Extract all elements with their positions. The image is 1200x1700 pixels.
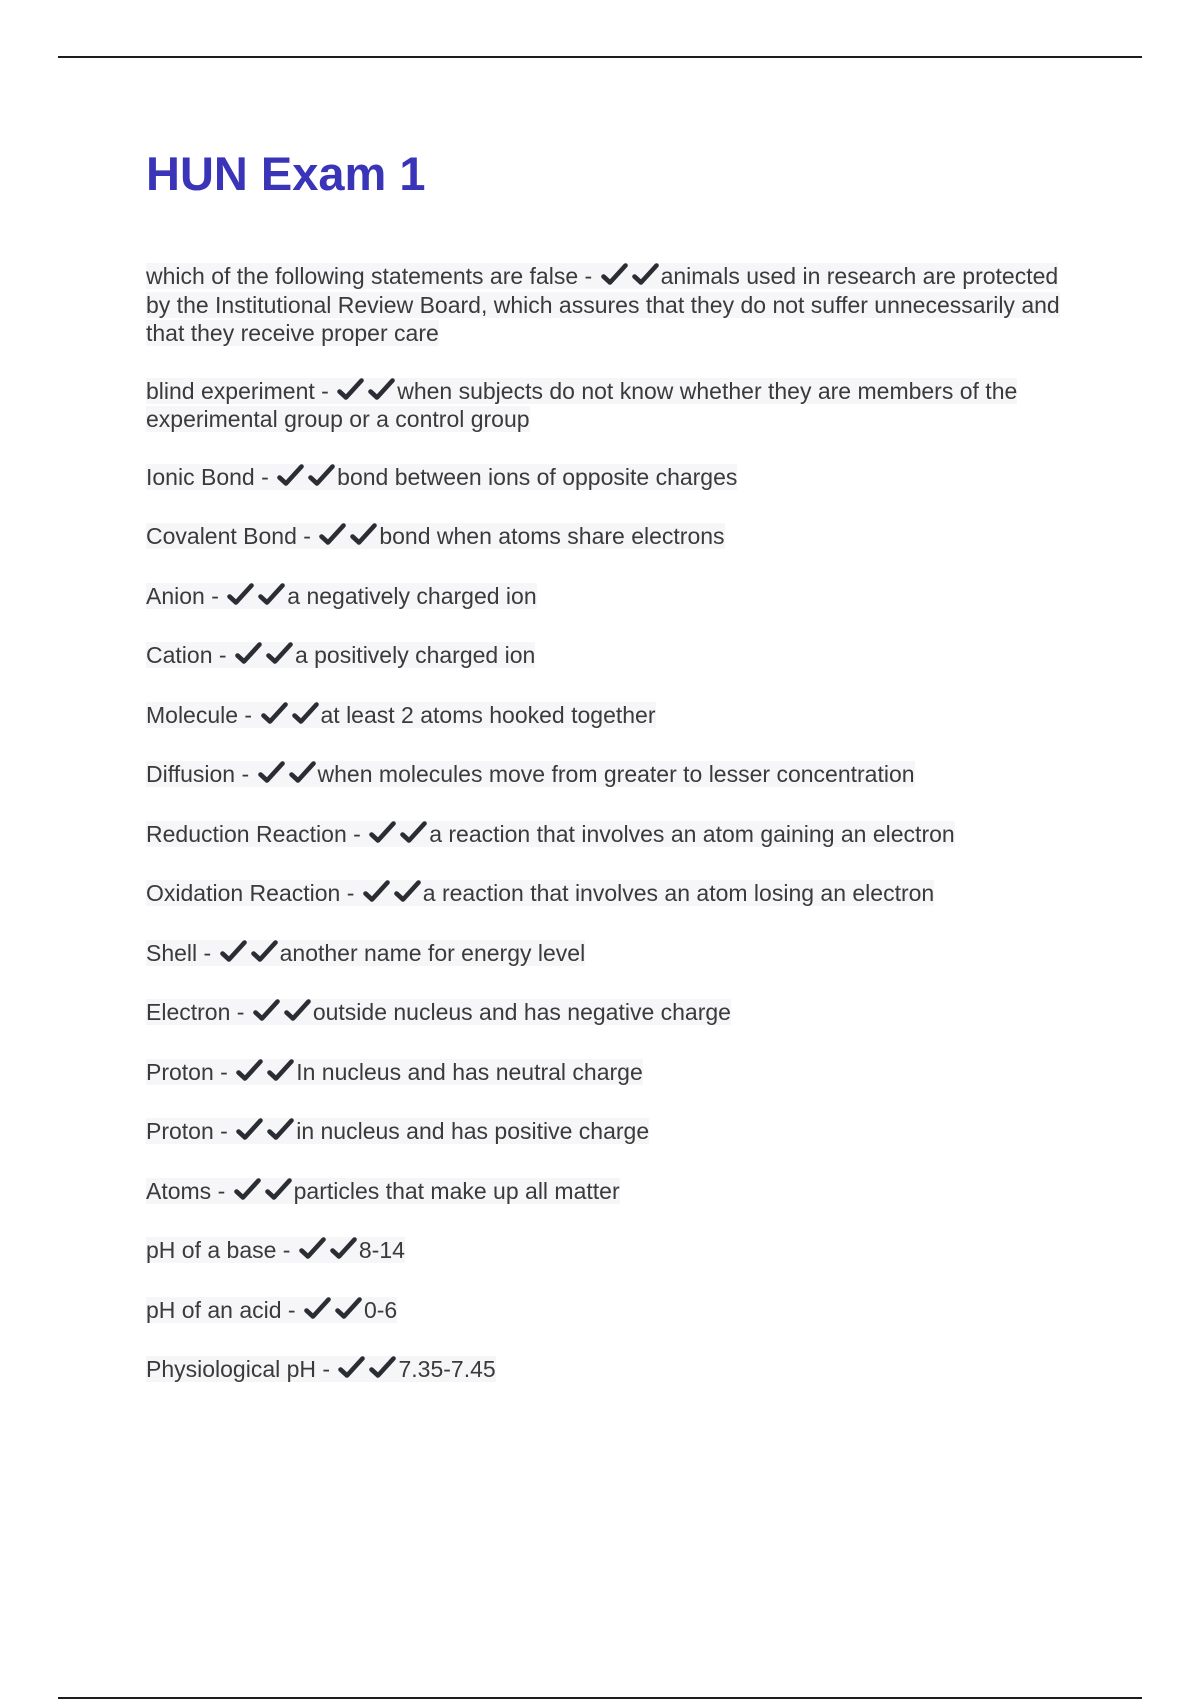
- qa-line: [146, 378, 1017, 433]
- qa-separator: -: [197, 939, 218, 966]
- qa-term: pH of an acid: [146, 1296, 282, 1323]
- qa-item: [146, 1296, 1086, 1325]
- checkmark-icon: [258, 761, 285, 785]
- checkmark-icon: [267, 1059, 294, 1083]
- qa-definition: animals used in research are protected by the Institutional Review Board, which assures that they do not suffer unnecessarily and that they receive proper care: [146, 263, 1060, 346]
- qa-item: [146, 1236, 1086, 1265]
- bottom-rule: [58, 1697, 1142, 1699]
- checkmark-icon: [304, 1297, 331, 1321]
- checkmark-icon: [394, 880, 421, 904]
- checkmark-icon: [236, 1059, 263, 1083]
- qa-item: [146, 820, 1086, 849]
- qa-item: [146, 1117, 1086, 1146]
- qa-separator: -: [213, 1118, 235, 1144]
- qa-item: [146, 641, 1086, 670]
- qa-line: [146, 1118, 649, 1144]
- qa-separator: -: [230, 999, 251, 1025]
- qa-separator: -: [578, 263, 599, 289]
- qa-line: [146, 1237, 405, 1263]
- checkmark-icon: [319, 523, 346, 547]
- checkmark-icon: [338, 1356, 365, 1380]
- checkmark-icon: [235, 642, 262, 666]
- qa-definition: 7.35-7.45: [398, 1356, 496, 1382]
- checkmark-icon: [258, 583, 285, 607]
- qa-term: Molecule: [146, 701, 239, 728]
- qa-term: Anion: [146, 582, 205, 609]
- qa-separator: -: [346, 820, 368, 847]
- qa-separator: -: [213, 1058, 235, 1085]
- checkmark-icon: [368, 378, 395, 402]
- qa-definition: particles that make up all matter: [293, 1177, 620, 1204]
- top-rule: [58, 56, 1142, 58]
- page-title: HUN Exam 1: [146, 147, 426, 200]
- checkmark-icon: [350, 523, 377, 547]
- checkmark-icon: [292, 702, 319, 726]
- qa-list: [146, 262, 1086, 1384]
- qa-line: [146, 1297, 397, 1323]
- qa-item: [146, 939, 1086, 968]
- checkmark-icon: [632, 263, 659, 287]
- qa-definition: in nucleus and has positive charge: [296, 1118, 650, 1144]
- qa-term: which of the following statements are false: [146, 263, 579, 289]
- qa-line: [146, 464, 737, 490]
- qa-definition: when subjects do not know whether they are members of the experimental group or a control group: [146, 377, 1018, 432]
- qa-separator: -: [281, 1296, 302, 1323]
- qa-term: Atoms: [146, 1177, 212, 1204]
- qa-line: [146, 642, 535, 668]
- checkmark-icon: [251, 940, 278, 964]
- qa-definition: when molecules move from greater to lesser concentration: [317, 761, 915, 787]
- checkmark-icon: [299, 1237, 326, 1261]
- qa-separator: -: [211, 1177, 232, 1204]
- qa-term: Ionic Bond: [146, 463, 255, 490]
- checkmark-icon: [369, 821, 396, 845]
- qa-line: [146, 761, 915, 787]
- checkmark-icon: [289, 761, 316, 785]
- checkmark-icon: [236, 1118, 263, 1142]
- qa-definition: 0-6: [363, 1296, 398, 1323]
- qa-term: Proton: [146, 1058, 214, 1085]
- qa-separator: -: [212, 642, 233, 668]
- qa-line: [146, 263, 1060, 346]
- qa-separator: -: [296, 523, 318, 549]
- checkmark-icon: [267, 1118, 294, 1142]
- checkmark-icon: [227, 583, 254, 607]
- qa-item: [146, 701, 1086, 730]
- qa-item: [146, 262, 1086, 348]
- checkmark-icon: [277, 464, 304, 488]
- qa-line: [146, 523, 725, 549]
- checkmark-icon: [400, 821, 427, 845]
- qa-separator: -: [314, 377, 336, 404]
- qa-line: [146, 1356, 496, 1382]
- qa-definition: a reaction that involves an atom losing an electron: [422, 880, 935, 906]
- checkmark-icon: [253, 999, 280, 1023]
- checkmark-icon: [330, 1237, 357, 1261]
- qa-separator: -: [340, 880, 361, 906]
- qa-term: pH of a base: [146, 1237, 277, 1263]
- qa-definition: at least 2 atoms hooked together: [320, 701, 656, 728]
- checkmark-icon: [369, 1356, 396, 1380]
- document-body: [146, 140, 1086, 1415]
- qa-definition: outside nucleus and has negative charge: [312, 999, 731, 1025]
- qa-separator: -: [204, 582, 226, 609]
- qa-term: blind experiment: [146, 377, 315, 404]
- qa-definition: a negatively charged ion: [287, 582, 537, 609]
- checkmark-icon: [337, 378, 364, 402]
- qa-line: [146, 1059, 643, 1085]
- qa-line: [146, 999, 731, 1025]
- qa-term: Oxidation Reaction: [146, 880, 341, 906]
- qa-item: [146, 879, 1086, 908]
- checkmark-icon: [220, 940, 247, 964]
- checkmark-icon: [363, 880, 390, 904]
- qa-item: [146, 760, 1086, 789]
- qa-item: [146, 377, 1086, 434]
- qa-definition: In nucleus and has neutral charge: [296, 1058, 643, 1085]
- qa-separator: -: [235, 761, 256, 787]
- checkmark-icon: [335, 1297, 362, 1321]
- qa-separator: -: [316, 1356, 337, 1382]
- qa-definition: bond when atoms share electrons: [379, 523, 725, 549]
- qa-separator: -: [276, 1237, 297, 1263]
- qa-term: Covalent Bond: [146, 523, 297, 549]
- qa-item: [146, 582, 1086, 611]
- checkmark-icon: [601, 263, 628, 287]
- qa-term: Electron: [146, 999, 231, 1025]
- checkmark-icon: [261, 702, 288, 726]
- qa-line: [146, 821, 955, 847]
- checkmark-icon: [265, 1178, 292, 1202]
- qa-separator: -: [238, 701, 259, 728]
- qa-line: [146, 940, 585, 966]
- qa-item: [146, 1177, 1086, 1206]
- qa-term: Reduction Reaction: [146, 820, 347, 847]
- qa-separator: -: [254, 463, 276, 490]
- qa-term: Cation: [146, 642, 213, 668]
- qa-item: [146, 522, 1086, 551]
- qa-term: Diffusion: [146, 761, 236, 787]
- qa-line: [146, 880, 934, 906]
- qa-item: [146, 1058, 1086, 1087]
- checkmark-icon: [266, 642, 293, 666]
- qa-definition: a reaction that involves an atom gaining an electron: [429, 820, 955, 847]
- qa-line: [146, 583, 537, 609]
- qa-definition: another name for energy level: [279, 939, 586, 966]
- qa-item: [146, 463, 1086, 492]
- qa-definition: a positively charged ion: [294, 642, 536, 668]
- qa-term: Physiological pH: [146, 1356, 317, 1382]
- qa-definition: 8-14: [358, 1237, 405, 1263]
- qa-item: [146, 998, 1086, 1027]
- checkmark-icon: [234, 1178, 261, 1202]
- checkmark-icon: [308, 464, 335, 488]
- qa-term: Shell: [146, 939, 198, 966]
- checkmark-icon: [284, 999, 311, 1023]
- qa-line: [146, 1178, 620, 1204]
- qa-term: Proton: [146, 1118, 214, 1144]
- qa-line: [146, 702, 656, 728]
- qa-definition: bond between ions of opposite charges: [337, 463, 738, 490]
- qa-item: [146, 1355, 1086, 1384]
